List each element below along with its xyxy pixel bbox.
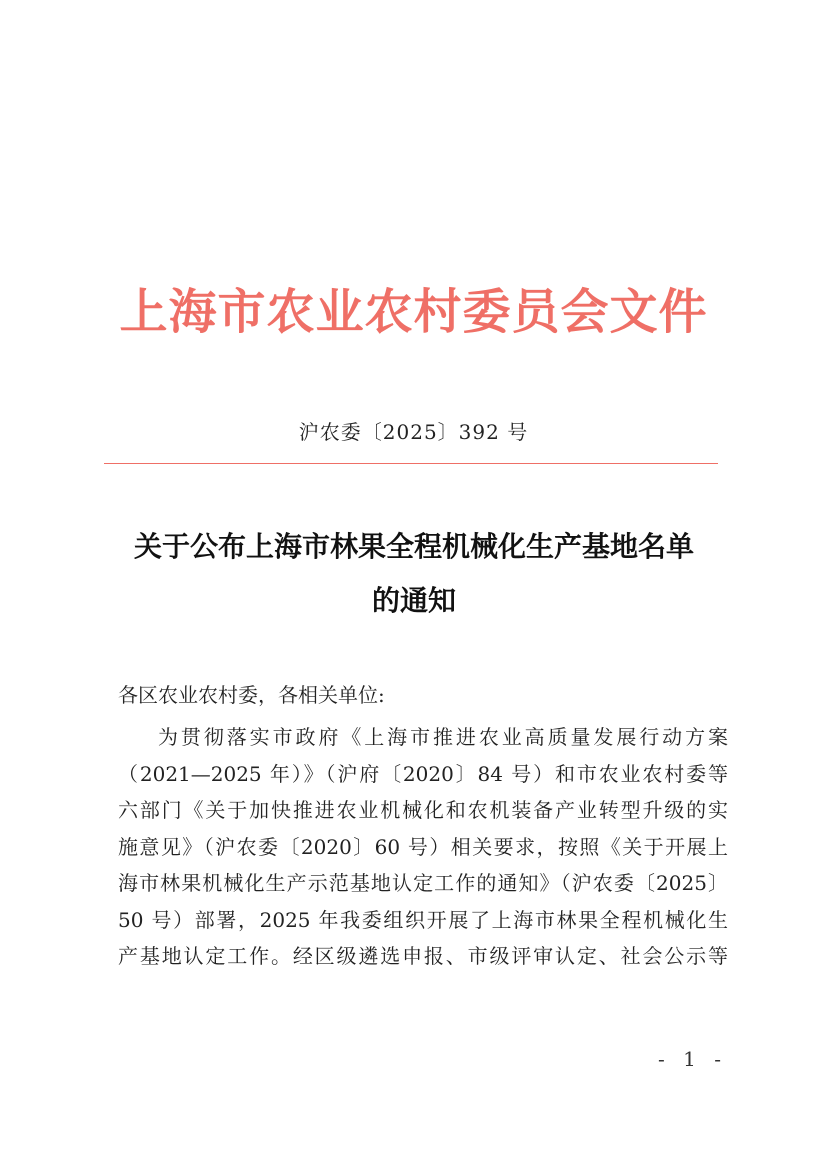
body-line: 50 号）部署，2025 年我委组织开展了上海市林果全程机械化生 <box>118 907 728 932</box>
red-divider-rule <box>104 463 718 464</box>
title-line-2: 的通知 <box>371 584 456 617</box>
masthead-title: 上海市农业农村委员会文件 <box>119 284 708 340</box>
body-line: 海市林果机械化生产示范基地认定工作的通知》（沪农委〔2025〕 <box>118 871 728 895</box>
document-title <box>104 520 724 628</box>
body-line: 为贯彻落实市政府《上海市推进农业高质量发展行动方案 <box>158 725 728 749</box>
body-paragraph <box>118 719 728 975</box>
title-line-1: 关于公布上海市林果全程机械化生产基地名单 <box>133 530 694 563</box>
document-number: 沪农委〔2025〕392 号 <box>298 420 529 444</box>
body-line: （2021—2025 年）》（沪府〔2020〕84 号）和市农业农村委等 <box>118 761 728 786</box>
body-line: 六部门《关于加快推进农业机械化和农机装备产业转型升级的实 <box>118 798 728 822</box>
salutation: 各区农业农村委，各相关单位: <box>118 683 385 707</box>
page-number: - 1 - <box>658 1047 727 1071</box>
body-line: 产基地认定工作。经区级遴选申报、市级评审认定、社会公示等 <box>118 944 728 968</box>
body-line: 施意见》（沪农委〔2020〕60 号）相关要求，按照《关于开展上 <box>118 834 728 859</box>
